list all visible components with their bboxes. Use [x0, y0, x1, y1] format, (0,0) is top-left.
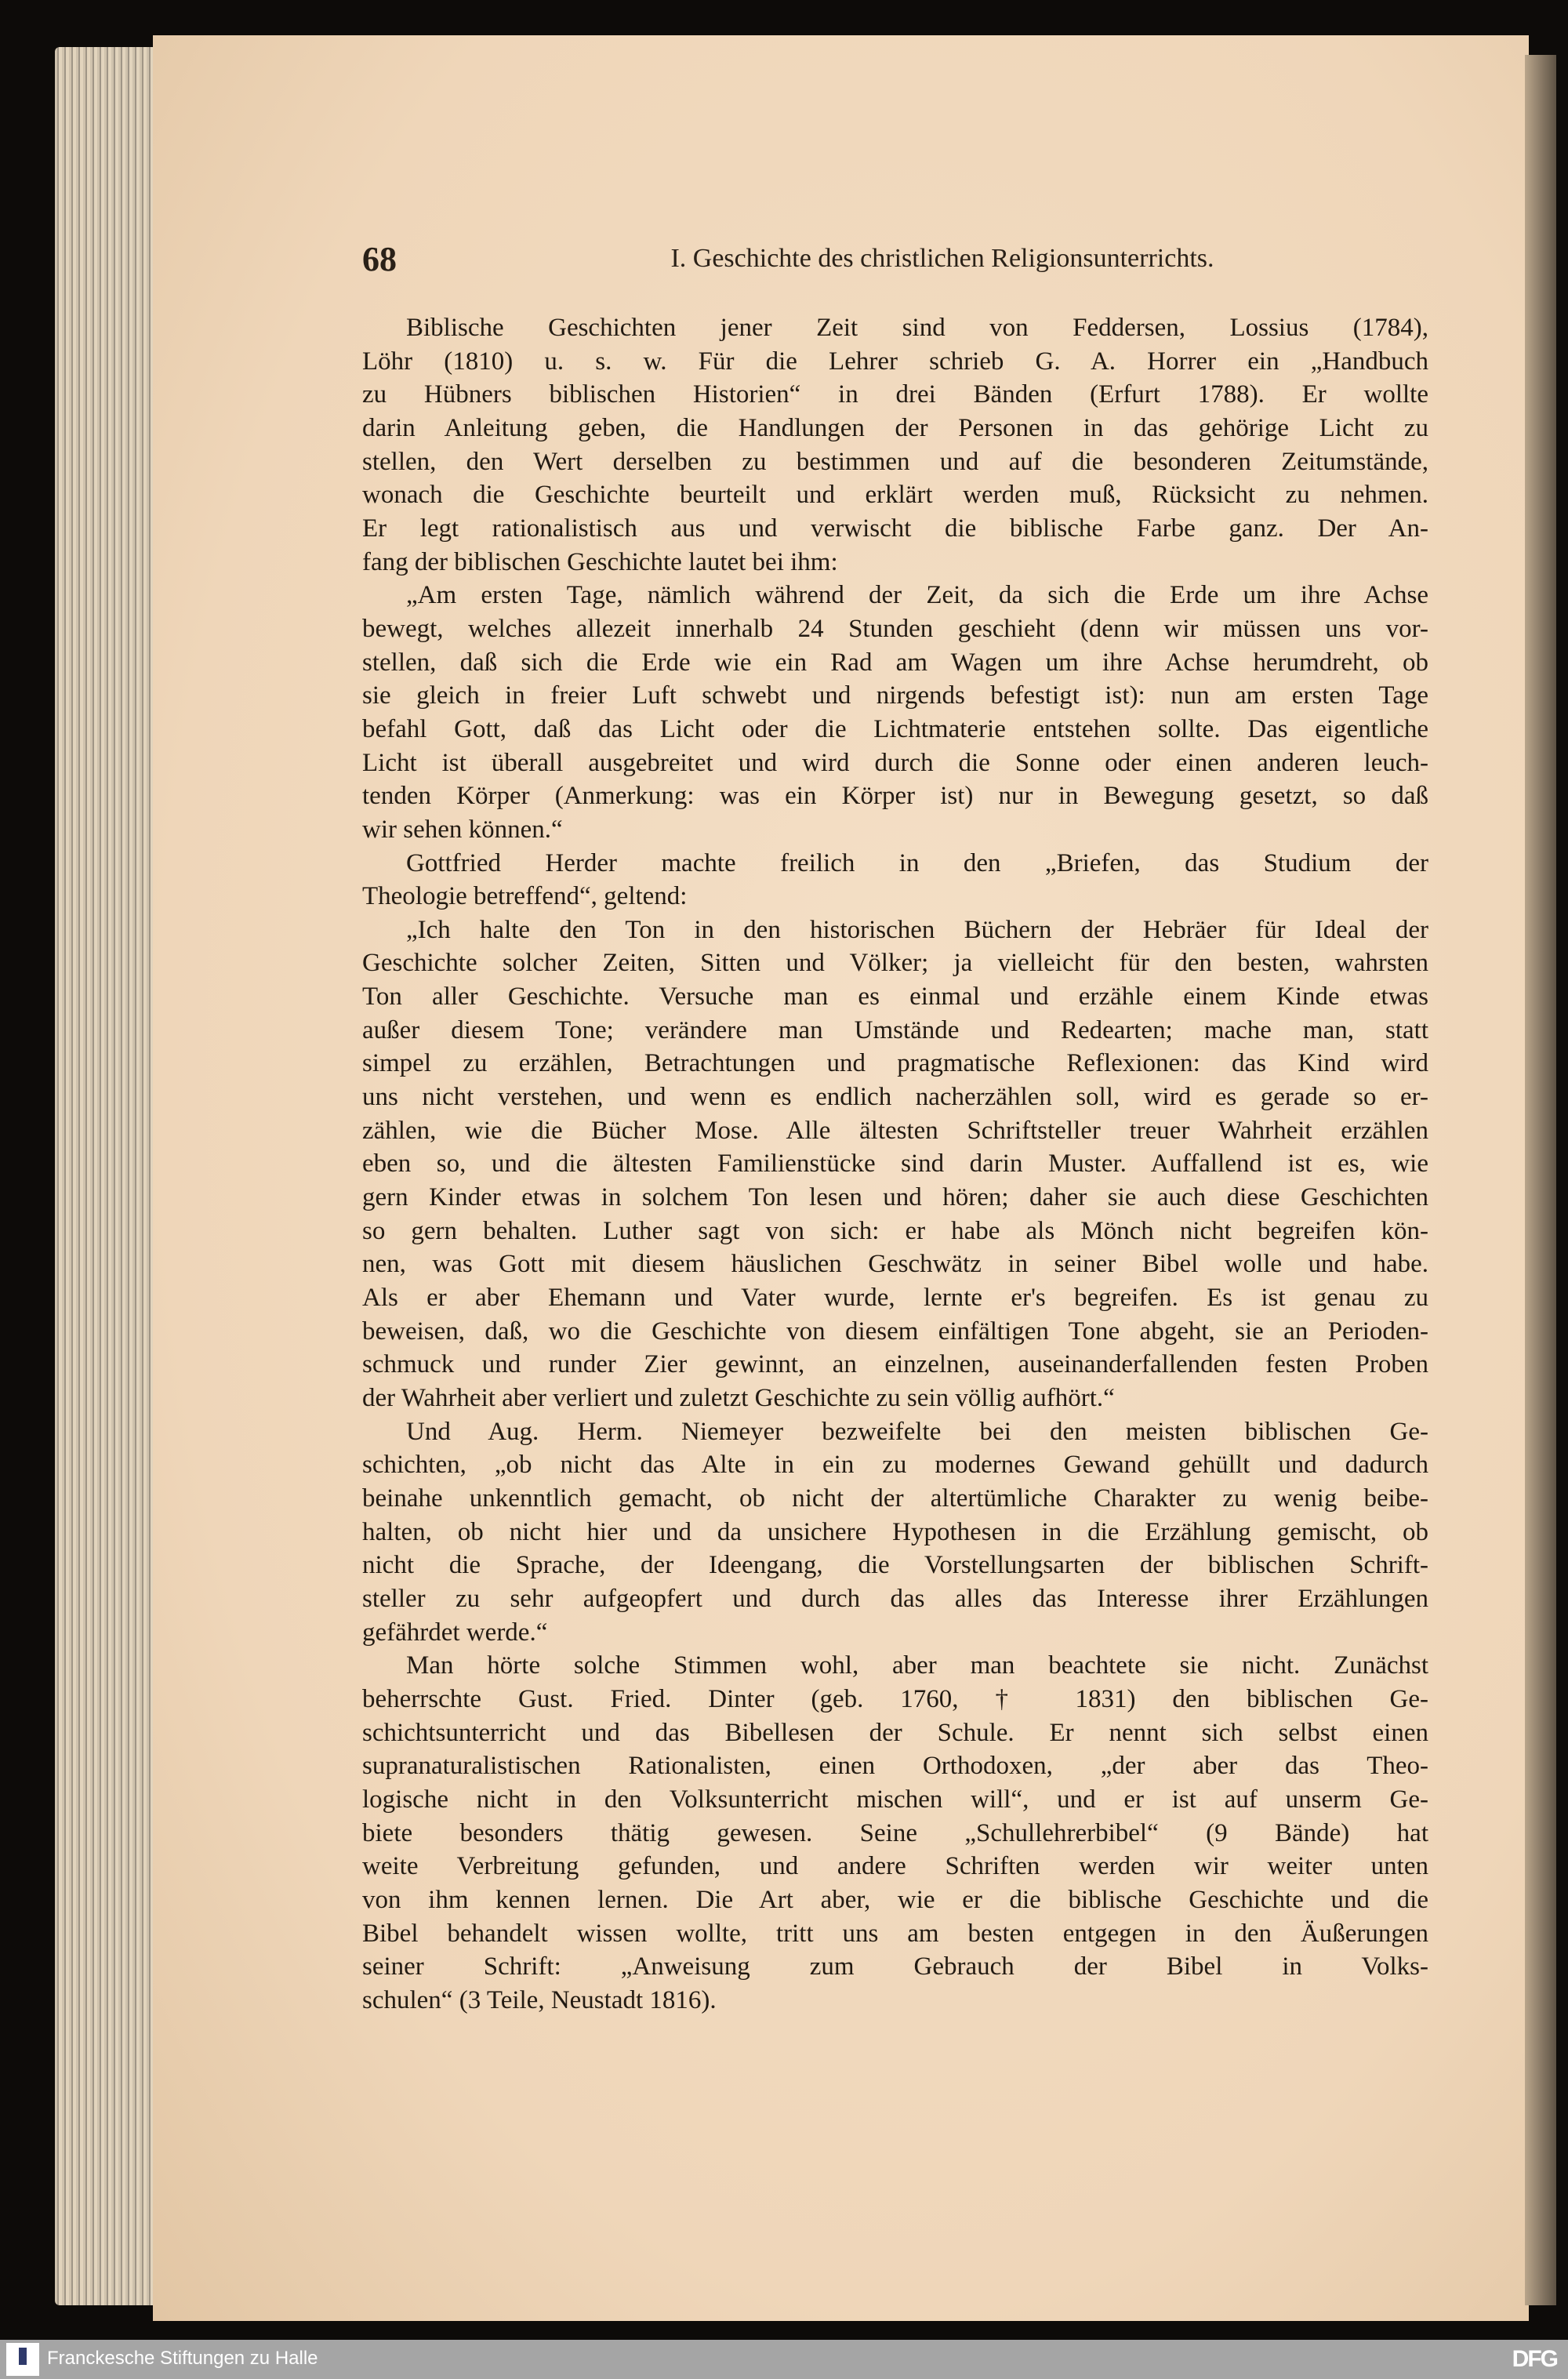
text-line: der Wahrheit aber verliert und zuletzt Geschichte zu sein völlig aufhört.“	[362, 1384, 1115, 1412]
text-line: Biblische Geschichten jener Zeit sind von Feddersen, Lossius (1784),	[406, 314, 1428, 342]
facing-page-edge	[1525, 55, 1556, 2305]
text-line: außer diesem Tone; verändere man Umstände und Redearten; mache man, statt	[362, 1015, 1428, 1044]
text-line: Man hörte solche Stimmen wohl, aber man beachtete sie nicht. Zunächst	[406, 1651, 1428, 1680]
text-line: schmuck und runder Zier gewinnt, an einzelnen, auseinanderfallenden festen Proben	[362, 1350, 1428, 1379]
text-line: Licht ist überall ausgebreitet und wird durch die Sonne oder einen anderen leuch-	[362, 748, 1428, 777]
text-line: bewegt, welches allezeit innerhalb 24 Stunden geschieht (denn wir müssen uns vor-	[362, 614, 1428, 643]
text-line: Als er aber Ehemann und Vater wurde, lernte er's begreifen. Es ist genau zu	[362, 1284, 1428, 1313]
text-line: Geschichte solcher Zeiten, Sitten und Völker; ja vielleicht für den besten, wahrsten	[362, 949, 1428, 978]
text-line: beweisen, daß, wo die Geschichte von diesem einfältigen Tone abgeht, sie an Perioden-	[362, 1317, 1428, 1346]
text-line: nen, was Gott mit diesem häuslichen Geschwätz in seiner Bibel wolle und habe.	[362, 1250, 1428, 1279]
page-number: 68	[362, 240, 397, 278]
text-line: beinahe unkenntlich gemacht, ob nicht der altertümliche Charakter zu wenig beibe-	[362, 1484, 1428, 1513]
text-line: stellen, daß sich die Erde wie ein Rad am Wagen um ihre Achse herumdreht, ob	[362, 648, 1428, 677]
text-line: Bibel behandelt wissen wollte, tritt uns am besten entgegen in den Äußerungen	[362, 1919, 1428, 1948]
text-line: von ihm kennen lernen. Die Art aber, wie er die biblische Geschichte und die	[362, 1885, 1428, 1914]
running-title: I. Geschichte des christlichen Religionsunterrichts.	[670, 244, 1214, 273]
text-line: weite Verbreitung gefunden, und andere Schriften werden wir weiter unten	[362, 1852, 1428, 1881]
text-line: wonach die Geschichte beurteilt und erklärt werden muß, Rücksicht zu nehmen.	[362, 481, 1428, 510]
text-line: Ton aller Geschichte. Versuche man es einmal und erzähle einem Kinde etwas	[362, 982, 1428, 1012]
text-line: gern Kinder etwas in solchem Ton lesen und hören; daher sie auch diese Geschichten	[362, 1183, 1428, 1212]
body-text	[362, 311, 1428, 2017]
text-line: darin Anleitung geben, die Handlungen der Personen in das gehörige Licht zu	[362, 413, 1428, 442]
text-line: simpel zu erzählen, Betrachtungen und pragmatische Reflexionen: das Kind wird	[362, 1049, 1428, 1078]
text-line: so gern behalten. Luther sagt von sich: er habe als Mönch nicht begreifen kön-	[362, 1216, 1428, 1245]
paragraph	[362, 311, 1428, 579]
text-line: „Am ersten Tage, nämlich während der Zeit, da sich die Erde um ihre Achse	[406, 581, 1428, 610]
text-line: wir sehen können.“	[362, 815, 563, 844]
text-line: sie gleich in freier Luft schwebt und nirgends befestigt ist): nun am ersten Tage	[362, 681, 1428, 710]
paragraph	[362, 913, 1428, 1415]
text-line: Theologie betreffend“, geltend:	[362, 882, 688, 911]
text-line: tenden Körper (Anmerkung: was ein Körper ist) nur in Bewegung gesetzt, so daß	[362, 782, 1428, 811]
text-line: Er legt rationalistisch aus und verwischt die biblische Farbe ganz. Der An-	[362, 514, 1428, 543]
text-line: befahl Gott, daß das Licht oder die Lichtmaterie entstehen sollte. Das eigentliche	[362, 714, 1428, 743]
text-line: gefährdet werde.“	[362, 1618, 548, 1647]
text-line: logische nicht in den Volksunterricht mischen will“, und er ist auf unserm Ge-	[362, 1785, 1428, 1814]
text-line: zählen, wie die Bücher Mose. Alle ältesten Schriftsteller treuer Wahrheit erzählen	[362, 1116, 1428, 1145]
institution-name: Franckesche Stiftungen zu Halle	[47, 2348, 318, 2369]
text-line: supranaturalistischen Rationalisten, einen Orthodoxen, „der aber das Theo-	[362, 1752, 1428, 1781]
text-line: Und Aug. Herm. Niemeyer bezweifelte bei den meisten biblischen Ge-	[406, 1417, 1428, 1446]
text-line: nicht die Sprache, der Ideengang, die Vorstellungsarten der biblischen Schrift-	[362, 1551, 1428, 1580]
text-line: schulen“ (3 Teile, Neustadt 1816).	[362, 1985, 717, 2014]
text-line: schichten, „ob nicht das Alte in ein zu modernes Gewand gehüllt und dadurch	[362, 1451, 1428, 1480]
dfg-logo: DFG	[1512, 2346, 1557, 2372]
page-header	[362, 239, 1428, 286]
text-line: seiner Schrift: „Anweisung zum Gebrauch der Bibel in Volks-	[362, 1952, 1428, 1981]
text-line: schichtsunterricht und das Bibellesen der Schule. Er nennt sich selbst einen	[362, 1718, 1428, 1747]
paragraph	[362, 847, 1428, 913]
paragraph	[362, 1649, 1428, 2017]
institution-logo-icon	[6, 2343, 39, 2376]
text-line: biete besonders thätig gewesen. Seine „Schullehrerbibel“ (9 Bände) hat	[362, 1818, 1428, 1847]
text-line: Löhr (1810) u. s. w. Für die Lehrer schrieb G. A. Horrer ein „Handbuch	[362, 347, 1428, 376]
paragraph	[362, 579, 1428, 846]
text-line: eben so, und die ältesten Familienstücke sind darin Muster. Auffallend ist es, wie	[362, 1150, 1428, 1179]
text-line: zu Hübners biblischen Historien“ in drei Bänden (Erfurt 1788). Er wollte	[362, 380, 1428, 409]
text-line: fang der biblischen Geschichte lautet bei ihm:	[362, 547, 838, 576]
text-line: „Ich halte den Ton in den historischen Büchern der Hebräer für Ideal der	[406, 915, 1428, 944]
text-line: steller zu sehr aufgeopfert und durch das alles das Interesse ihrer Erzählungen	[362, 1584, 1428, 1613]
text-line: halten, ob nicht hier und da unsichere Hypothesen in die Erzählung gemischt, ob	[362, 1517, 1428, 1546]
footer-bar	[0, 2340, 1568, 2379]
text-line: uns nicht verstehen, und wenn es endlich nacherzählen soll, wird es gerade so er-	[362, 1083, 1428, 1112]
paragraph	[362, 1415, 1428, 1650]
text-line: stellen, den Wert derselben zu bestimmen und auf die besonderen Zeitumstände,	[362, 447, 1428, 476]
text-line: Gottfried Herder machte freilich in den „Briefen, das Studium der	[406, 848, 1428, 877]
text-line: beherrschte Gust. Fried. Dinter (geb. 1760, † 1831) den biblischen Ge-	[362, 1684, 1428, 1713]
page-stack-edge	[55, 47, 165, 2305]
